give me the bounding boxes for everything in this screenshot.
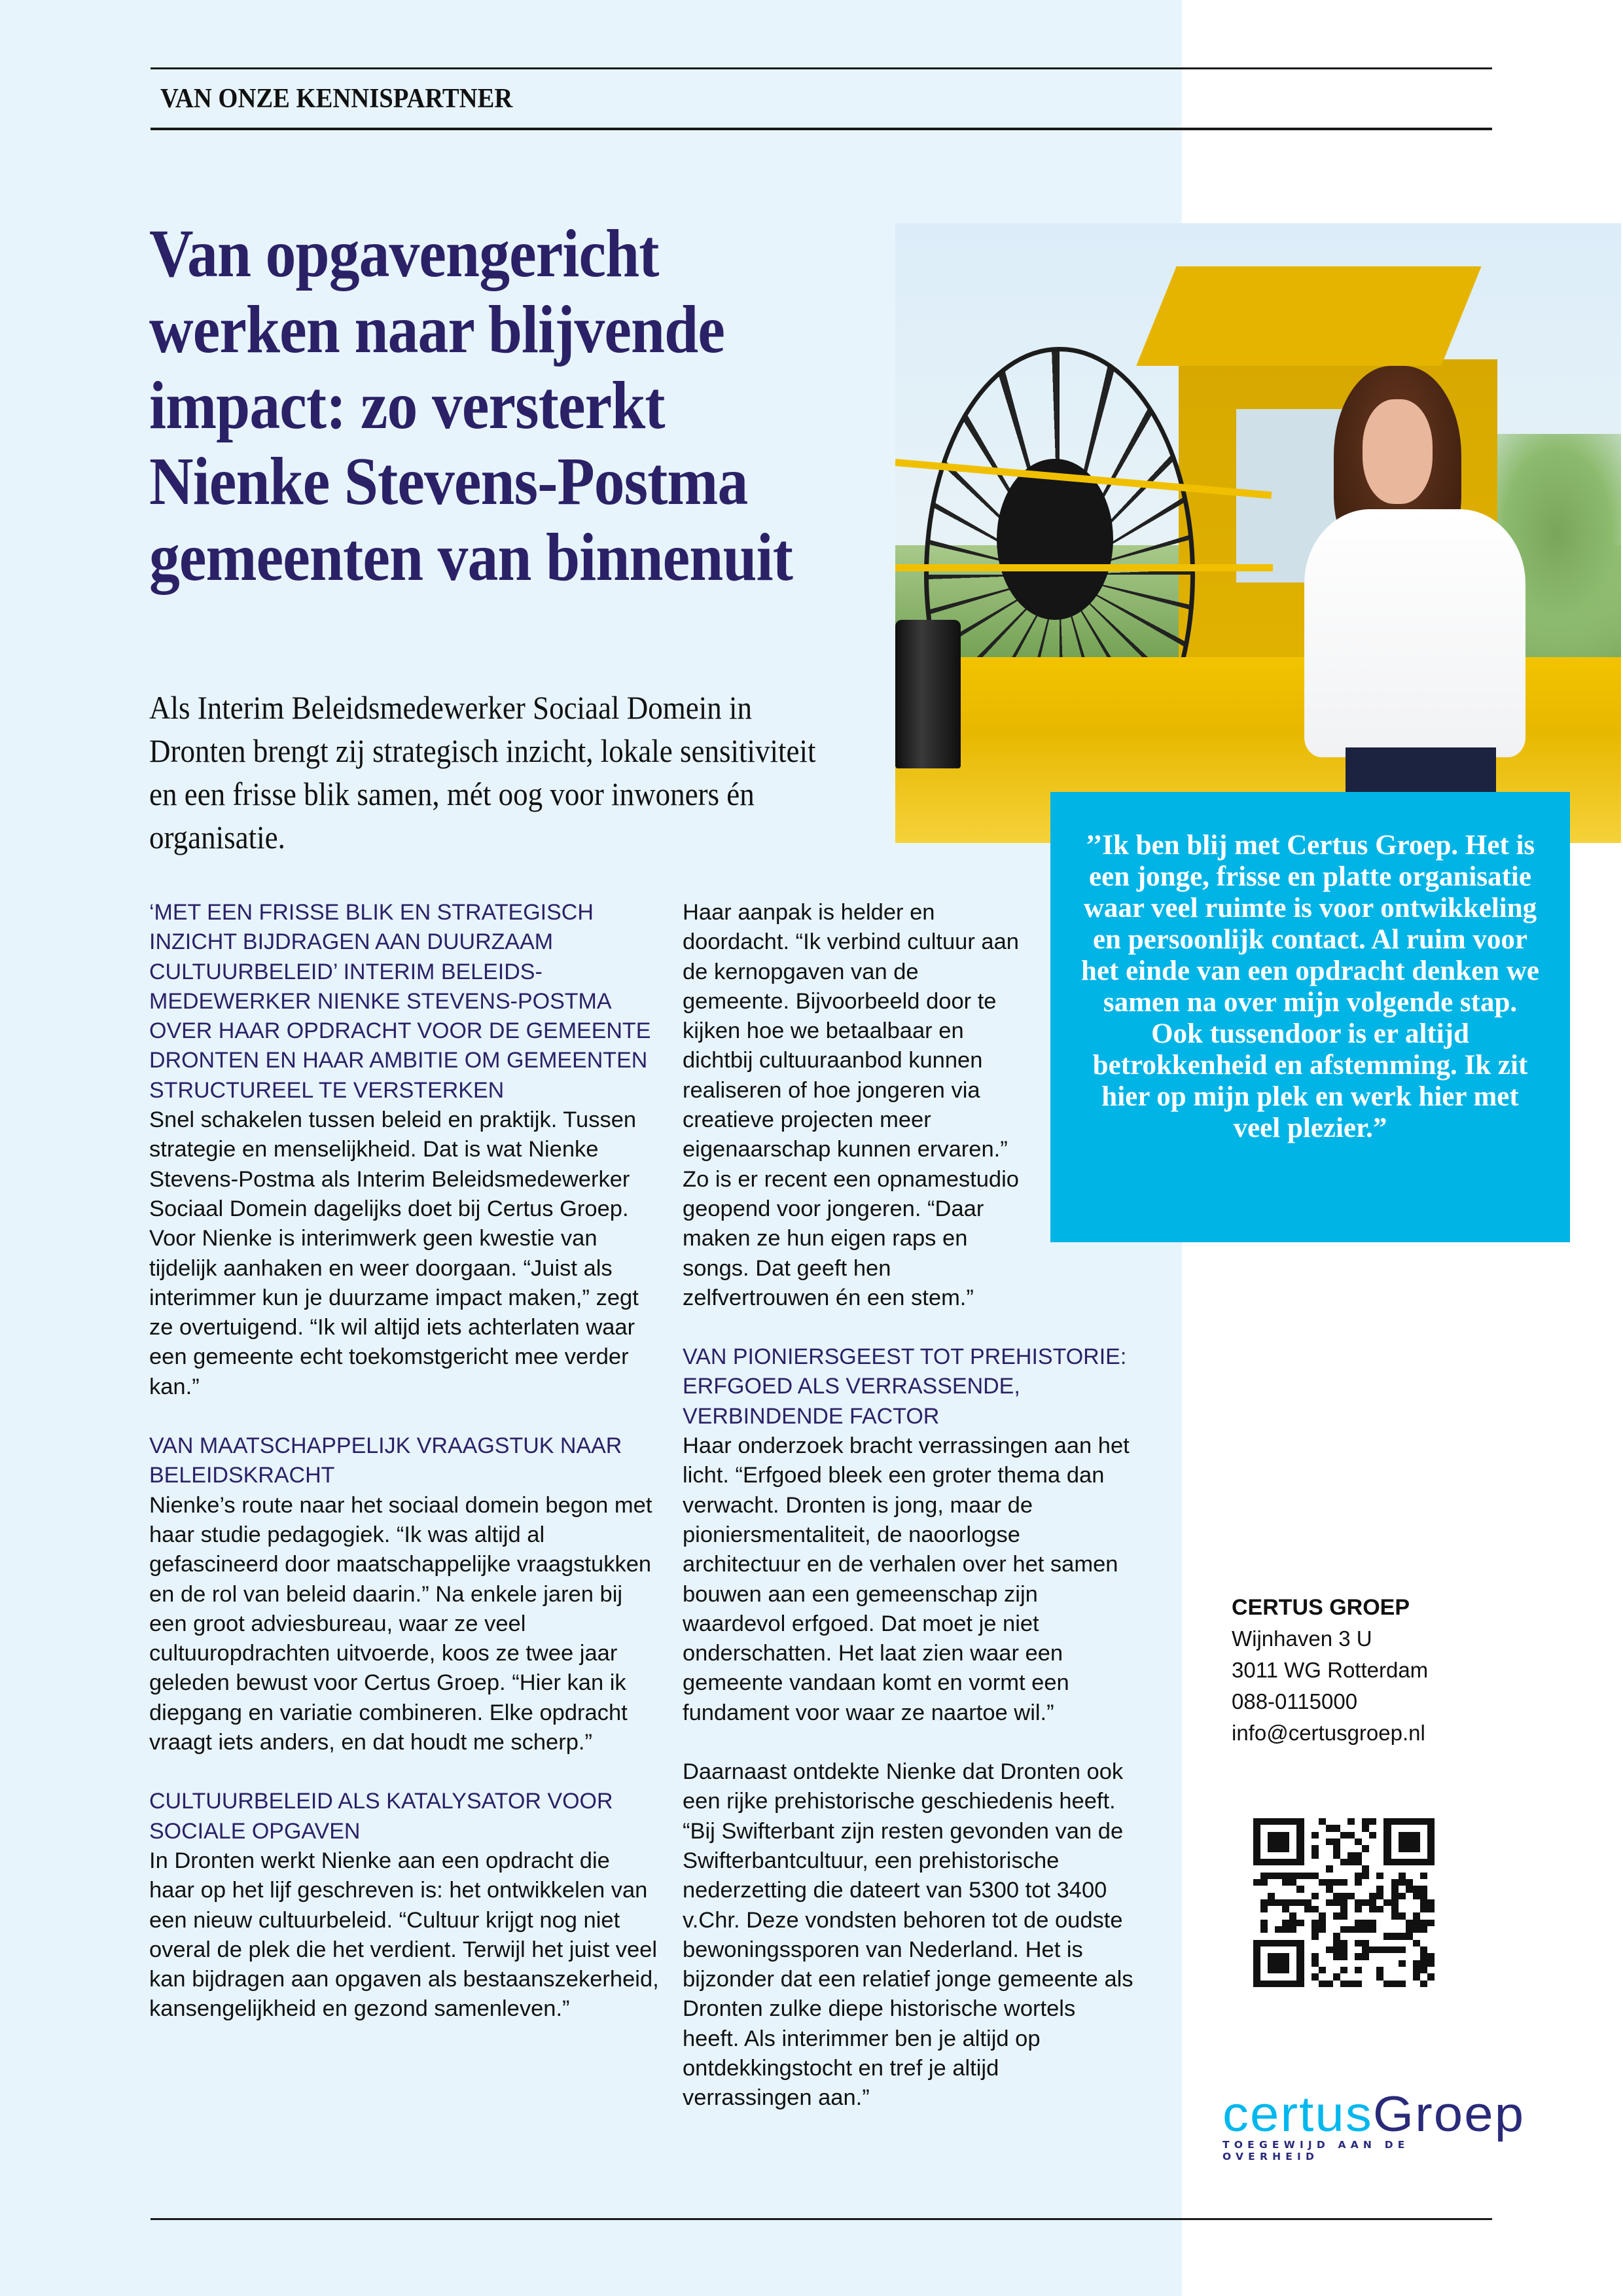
section-body: Haar onderzoek bracht verrassingen aan het licht. “Erfgoed bleek een groter thema dan verwacht. Dronten is jong, maar de pioniersmentaliteit, de naoorlogse architectuur en de verhalen over het samen bouwen aan een gemeenschap zijn waardevol erfgoed. Dat moet je niet onderschatten. Het laat zien waar een gemeente vandaan komt en vormt een fundament voor waar ze naartoe wil.” bbox=[683, 1433, 1130, 1725]
photo-white-blouse bbox=[1304, 509, 1525, 757]
qr-code[interactable] bbox=[1253, 1818, 1435, 1987]
section-body: Daarnaast ontdekte Nienke dat Dronten ook een rijke prehistorische geschiedenis heeft. “Bij Swifterbant zijn resten gevonden van de Swifterbantcultuur, een prehistorische nederzetting die dateert van 5300 tot 3400 v.Chr. Deze vondsten behoren tot de oudste bewoningssporen van Nederland. Het is bijzonder dat een relatief jonge gemeente als Dronten zulke diepe historische wortels heeft. Als interimmer ben je altijd op ontdekkingstocht en tref je altijd verrassingen aan.” bbox=[683, 1759, 1133, 2111]
photo-cabin-roof bbox=[1137, 266, 1482, 366]
section-body: Snel schakelen tussen beleid en praktijk. Tussen strategie en menselijkheid. Dat is wat Nienke Stevens-Postma als Interim Beleidsmedewerker Sociaal Domein dagelijks doet bij Certus Groep. Voor Nienke is interimwerk geen kwestie van tijdelijk aanhaken en weer doorgaan. “Juist als interimmer kun je duurzame impact maken,” zegt ze overtuigend. “Ik wil altijd iets achterlaten waar een gemeente echt toekomstgericht mee verder kan.” bbox=[149, 1107, 639, 1399]
section-body: Nienke’s route naar het sociaal domein begon met haar studie pedagogiek. “Ik was altijd al gefascineerd door maatschappelijke vraagstukken en de rol van beleid daarin.” Na enkele jaren bij een groot adviesbureau, waar ze veel cultuuropdrachten uitvoerde, koos ze twee jaar geleden bewust voor Certus Groep. “Hier kan ik diepgang en variatie combineren. Elke opdracht vraagt iets anders, en dat houdt me scherp.” bbox=[149, 1492, 652, 1755]
logo-tagline: TOEGEWIJD AAN DE OVERHEID bbox=[1222, 2139, 1410, 2162]
address-street: Wijnhaven 3 U bbox=[1232, 1626, 1372, 1651]
section-heading: VAN MAATSCHAPPELIJK VRAAGSTUK NAAR BELEIDSKRACHT bbox=[149, 1433, 622, 1488]
section-body: In Dronten werkt Nienke aan een opdracht die haar op het lijf geschreven is: het ontwikkelen van een nieuw cultuurbeleid. “Cultuur krijgt nog niet overal de plek die het verdient. Terwijl het juist veel kan bijdragen aan opgaven als bestaanszekerheid, kansengelijkheid en gezond samenleven.” bbox=[149, 1848, 659, 2022]
bottom-rule bbox=[151, 2218, 1492, 2220]
portrait-photo bbox=[895, 223, 1621, 843]
photo-face bbox=[1363, 399, 1432, 504]
logo-wordmark bbox=[1222, 2087, 1525, 2142]
section-body: Haar aanpak is helder en doordacht. “Ik verbind cultuur aan de kernopgaven van de gemeente. Bijvoorbeeld door te kijken hoe we betaalbaar en dichtbij cultuuraanbod kunnen realiseren of hoe jongeren via creatieve projecten meer eigenaarschap kunnen ervaren.” Zo is er recent een opnamestudio geopend voor jongeren. “Daar maken ze hun eigen raps en songs. Dat geeft hen zelfvertrouwen én een stem.” bbox=[683, 900, 1019, 1310]
article-lead: Als Interim Beleidsmedewerker Sociaal Domein in Dronten brengt zij strategisch inzicht, lokale sensitiviteit en een frisse blik samen, mét oog voor inwoners én organisatie. bbox=[149, 689, 816, 855]
photo-railing bbox=[895, 564, 1273, 571]
company-name: CERTUS GROEP bbox=[1232, 1595, 1410, 1620]
pull-quote-text: ’’Ik ben blij met Certus Groep. Het is een jonge, frisse en platte organisatie waar veel ruimte is voor ontwikkeling en persoonlijk contact. Al ruim voor het einde van een opdracht denken we samen na over mijn volgende stap. Ook tussendoor is er altijd betrokkenheid en afstemming. Ik zit hier op mijn plek en werk hier met veel plezier.” bbox=[1081, 830, 1539, 1143]
article-column-2 bbox=[683, 898, 1154, 2113]
section-heading: VAN PIONIERSGEEST TOT PREHISTORIE: ERFGOED ALS VERRASSENDE, VERBINDENDE FACTOR bbox=[683, 1344, 1127, 1429]
phone-number: 088-0115000 bbox=[1232, 1689, 1358, 1713]
top-rule bbox=[151, 67, 1492, 69]
section-heading: ‘MET EEN FRISSE BLIK EN STRATEGISCH INZICHT BIJDRAGEN AAN DUURZAAM CULTUURBELEID’ INTERIM BELEIDS-MEDEWERKER NIENKE STEVENS-POSTMA OVER HAAR OPDRACHT VOOR DE GEMEENTE DRONTEN EN HAAR AMBITIE OM GEMEENTEN STRUCTUREEL TE VERSTERKEN bbox=[149, 900, 651, 1103]
certus-groep-logo bbox=[1222, 2087, 1525, 2162]
section-kicker: VAN ONZE KENNISPARTNER bbox=[160, 84, 513, 114]
photo-person bbox=[1287, 366, 1578, 843]
photo-bollard bbox=[895, 620, 961, 768]
section-heading: CULTUURBELEID ALS KATALYSATOR VOOR SOCIALE OPGAVEN bbox=[149, 1789, 613, 1844]
address-city: 3011 WG Rotterdam bbox=[1232, 1658, 1429, 1682]
article-column-1 bbox=[149, 898, 660, 2024]
email-link[interactable]: info@certusgroep.nl bbox=[1232, 1721, 1425, 1745]
logo-word-groep: Groep bbox=[1372, 2087, 1525, 2142]
article-headline: Van opgavengericht werken naar blijvende impact: zo versterkt Nienke Stevens-Postma gemeenten van binnenuit bbox=[149, 216, 793, 595]
logo-word-certus: certus bbox=[1222, 2087, 1373, 2142]
contact-block bbox=[1232, 1592, 1493, 1749]
kicker-underline-rule bbox=[151, 128, 1492, 130]
